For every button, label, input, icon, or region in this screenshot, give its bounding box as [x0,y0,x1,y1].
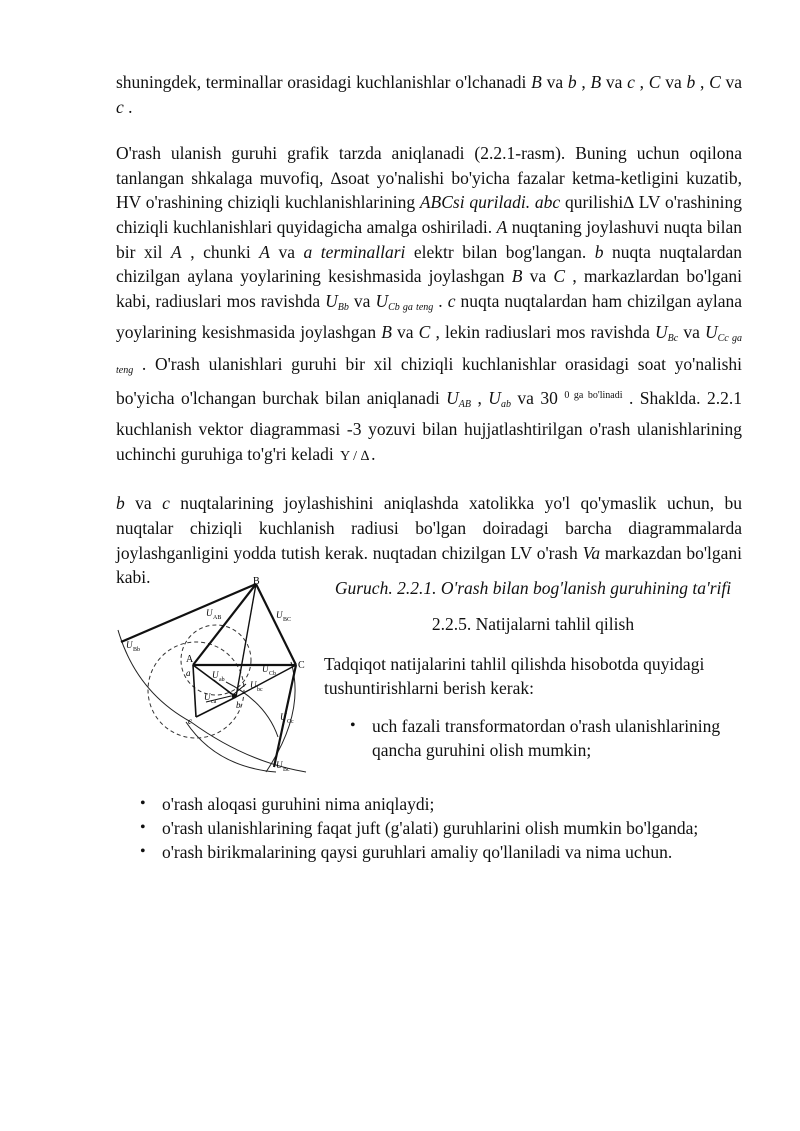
text: A [259,241,270,262]
label-ca: ca [211,699,217,705]
text: elektr bilan bog'langan. [405,241,595,262]
list-item: • uch fazali transformatordan o'rash ulanishlarining qancha guruhini olish mumkin; [372,714,742,762]
paragraph-1 [116,70,742,119]
intro-text: Tadqiqot natijalarini tahlil qilishda hisobotda quyidagi tushuntirishlarni berish kerak: [324,654,705,698]
group-symbol: Y / ∆ [340,448,370,464]
label-AB: AB [213,615,222,621]
text: va [269,241,304,262]
text: O'rash ulanish guruhi grafik tarzda aniqlanadi (2.2.1-rasm). Buning uchun oqilona tanlangan shkalaga muvofiq, ∆soat yo'nalishi bo'yicha fazalar ketma-ketligini kuzatib, HV o'rashining chiziqli kuchlanishlarining [116,143,742,213]
text: b [567,72,577,92]
text: U [375,290,389,311]
text: nuqtalarining joylashishini aniqlashda xatolikka yo'l qo'ymaslik uchun, bu nuqtalar chiziqli kuchlanish radiusi bo'lgan doiradagi barcha diagrammalarda joylashganligini yodda tutish kerak. nuqtadan chizilgan LV o'rash [116,493,742,563]
label-b: b [236,700,241,710]
bullet-list [162,792,752,864]
text: nuqta nuqtalardan ham chizilgan aylana yoylarining kesishmasida joylashgan [116,290,742,343]
subscript: Cb ga teng [388,301,434,313]
subscript: Cc ga teng [116,333,742,376]
superscript: 0 ga bo'linadi [564,389,623,401]
subscript: Bb [337,301,349,313]
text: U [704,322,718,343]
text: U [488,387,501,408]
text: c [447,290,456,311]
text: C [709,72,721,92]
text: , chunki [181,241,260,262]
text: va [601,72,628,92]
text: . Shaklda. 2.2.1 kuchlanish vektor diagrammasi -3 yozuvi bilan hujjatlashtirilgan o'rash ulanishlarining uchinchi guruhiga to'g'ri keladi [116,387,743,464]
subscript: AB [458,398,471,410]
text: . O'rash ulanishlari guruhi bir xil chiziqli kuchlanishlar orasidagi soat yo'nalishi bo'yicha o'lchangan burchak bilan aniqlanadi [116,353,742,408]
text: U [655,322,668,343]
text: va [124,493,163,514]
label-U: U [206,608,213,618]
center-point [232,694,237,699]
subscript: ab [500,398,511,410]
label-U: U [212,670,219,680]
text: U [325,290,338,311]
vector-ab [193,665,196,717]
bullet-list-continued [162,792,752,864]
text: C [418,322,431,343]
text: c [162,493,170,514]
label-Bc: Bc [283,767,290,773]
dashed-circle [148,642,244,738]
text: B [381,322,392,343]
text: B [511,266,523,287]
text: va [522,266,554,287]
label-U: U [280,712,287,722]
subscript: Bc [667,333,679,345]
label-U: U [204,692,211,702]
figure-caption: Guruch. 2.2.1. O'rash bilan bog'lanish guruhining ta'rifi [334,578,732,598]
text: , markazlardan bo'lgani kabi, radiuslari mos ravishda [116,266,742,311]
label-U: U [250,680,257,690]
text: nuqtaning joylashuvi nuqta bilan bir xil [116,216,742,262]
text: A [496,216,508,237]
text: c [627,72,635,92]
text: Va [582,542,601,563]
text: A [170,241,182,262]
text: C [553,266,566,287]
text: . [371,443,376,464]
vector-UBb [121,584,256,642]
text: va [660,72,687,92]
figure-section [116,572,742,797]
paragraph-2 [116,141,742,469]
text: . [433,290,448,311]
text: b [116,493,125,514]
text: a terminallari [303,241,406,262]
label-C: C [298,660,305,671]
label-U: U [262,664,269,674]
label-ab: ab [219,677,225,683]
text: , [634,72,649,92]
label-U: U [276,760,283,770]
label-U: U [276,610,283,620]
label-Cb: Cb [269,671,277,677]
section-title: 2.2.5. Natijalarni tahlil qilish [431,614,635,634]
label-Cc: Cc [287,719,294,725]
text: va [391,322,419,343]
label-BC: BC [283,617,292,623]
bullet-list [372,714,742,762]
text: markazdan bo'lgani kabi. [116,542,743,588]
text: nuqta nuqtalardan chizilgan aylana yoylarining kesishmasida joylashgan [116,241,742,287]
text: qurilishi∆ LV o'rashining chiziqli kuchlanishlari quyidagicha amalga oshiriladi. [116,192,742,237]
text: , [695,72,710,92]
text: b [686,72,696,92]
text: , [576,72,591,92]
text: va [678,322,705,343]
label-A: A [186,654,194,665]
label-a: a [186,668,191,678]
label-bc: bc [257,687,263,693]
text: va [541,72,568,92]
vector-UAB [193,584,256,665]
list-item: • o'rash aloqasi guruhini nima aniqlaydi; [162,792,752,816]
label-Bb: Bb [133,647,141,653]
text: shuningdek, terminallar orasidagi kuchlanishlar o'lchanadi [116,72,532,92]
text: B [531,72,542,92]
text: ABCsi quriladi. abc [419,192,561,213]
text: . [123,96,133,117]
list-item: • o'rash birikmalarining qaysi guruhlari amaliy qo'llaniladi va nima uchun. [162,840,752,864]
vector-UBC [256,584,296,665]
label-c: c [188,716,192,726]
text: va 30 [510,387,565,408]
text: U [446,387,459,408]
text: B [590,72,602,92]
list-item: • o'rash ulanishlarining faqat juft (g'alati) guruhlarini olish mumkin bo'lganda; [162,816,752,840]
text: , [471,387,489,408]
text: C [648,72,661,92]
label-B: B [253,576,260,587]
text: b [594,241,604,262]
figure-side-text [324,576,742,762]
text: va [348,290,376,311]
document-body [116,70,742,590]
label-U: U [126,640,133,650]
text: , lekin radiuslari mos ravishda [430,322,656,343]
vector-diagram [116,572,316,777]
text: va [720,72,743,92]
text: c [116,96,124,117]
